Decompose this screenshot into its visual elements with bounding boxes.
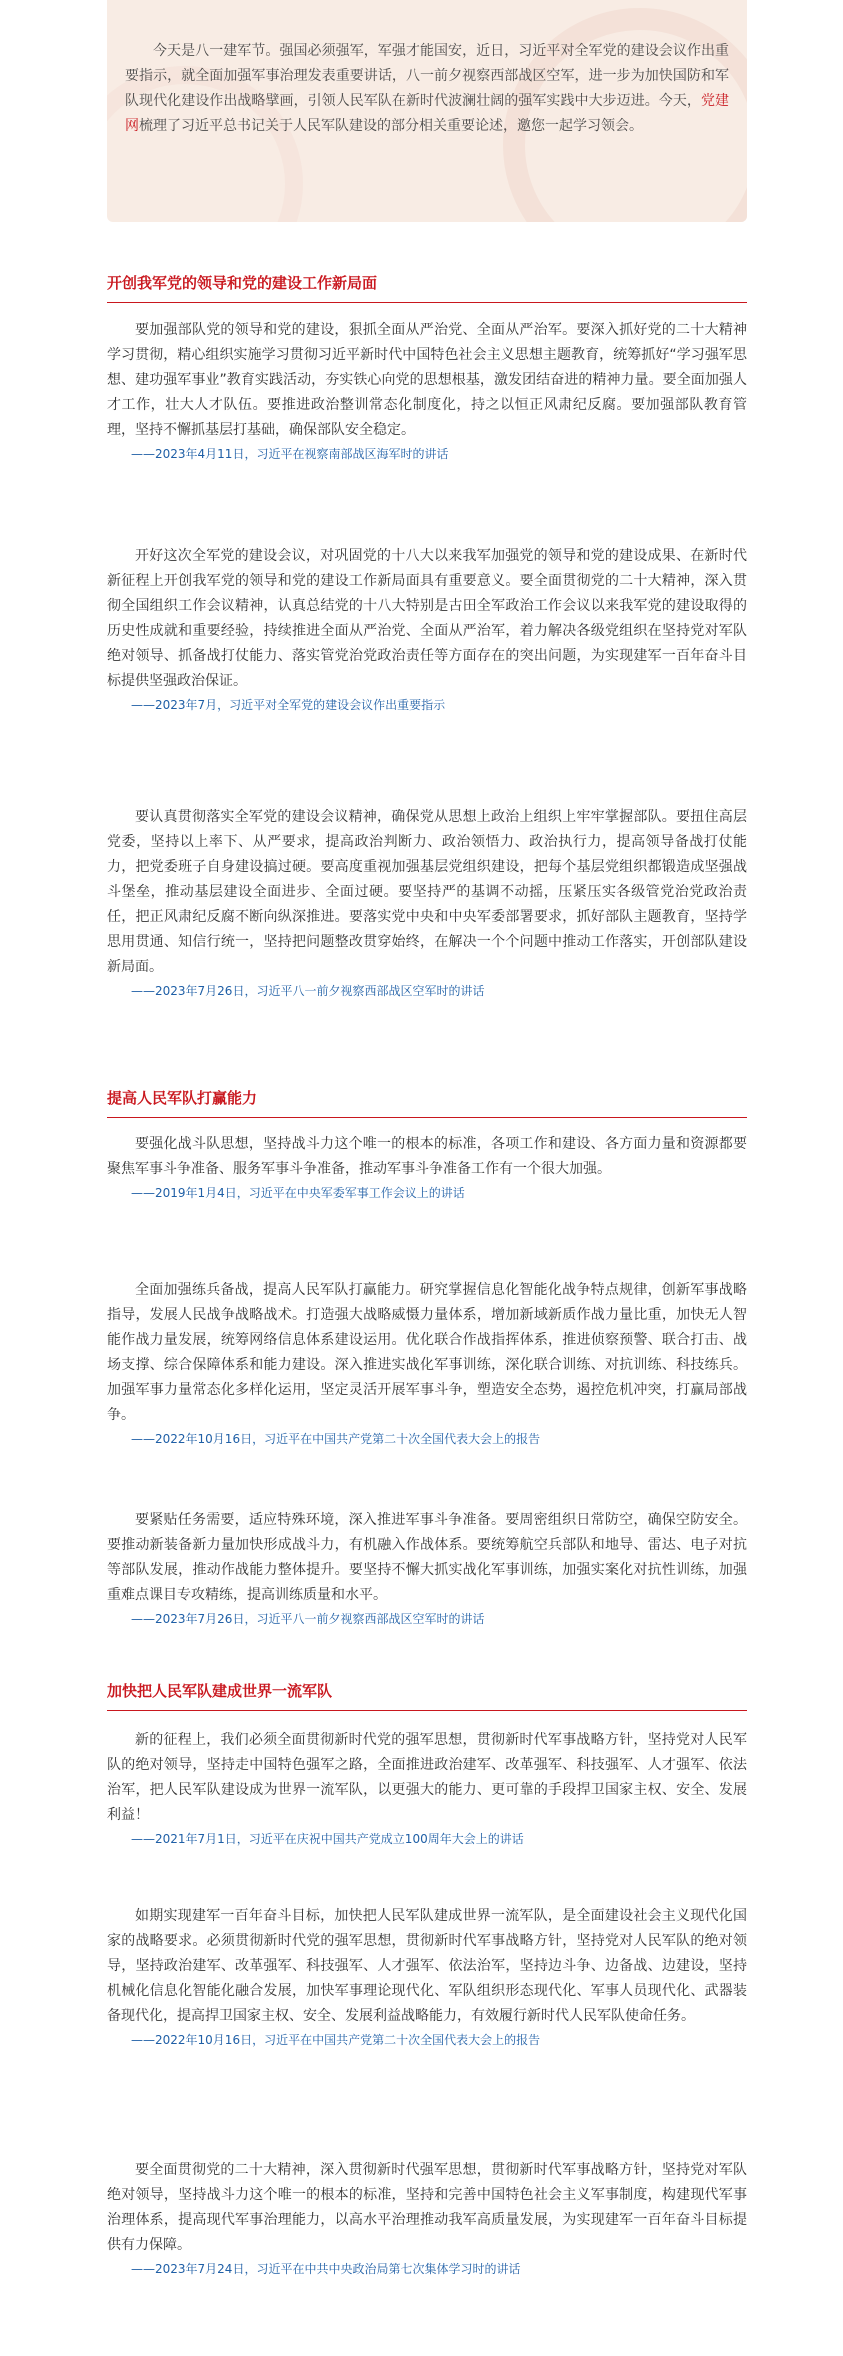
quote-block [107,318,747,465]
quote-block [107,1278,747,1450]
intro-text-after: 梳理了习近平总书记关于人民军队建设的部分相关重要论述，邀您一起学习领会。 [139,118,643,134]
section-title-2 [107,1087,747,1118]
quote-source: ——2023年7月26日，习近平八一前夕视察西部战区空军时的讲话 [131,1612,485,1626]
quote-block [107,544,747,716]
section-title-text: 开创我军党的领导和党的建设工作新局面 [107,274,378,292]
quote-text: 开好这次全军党的建设会议，对巩固党的十八大以来我军加强党的领导和党的建设成果、在新时代新征程上开创我军党的领导和党的建设工作新局面具有重要意义。要全面贯彻党的二十大精神，深入贯彻全国组织工作会议精神，认真总结党的十八大特别是古田全军政治工作会议以来我军党的建设取得的历史性成就和重要经验，持续推进全面从严治党、全面从严治军，着力解决各级党组织在坚持党对军队绝对领导、抓备战打仗能力、落实管党治党政治责任等方面存在的突出问题，为实现建军一百年奋斗目标提供坚强政治保证。 [107,548,747,689]
quote-text: 要认真贯彻落实全军党的建设会议精神，确保党从思想上政治上组织上牢牢掌握部队。要扭住高层党委，坚持以上率下、从严要求，提高政治判断力、政治领悟力、政治执行力，提高领导备战打仗能力，把党委班子自身建设搞过硬。要高度重视加强基层党组织建设，把每个基层党组织都锻造成坚强战斗堡垒，推动基层建设全面进步、全面过硬。要坚持严的基调不动摇，压紧压实各级管党治党政治责任，把正风肃纪反腐不断向纵深推进。要落实党中央和中央军委部署要求，抓好部队主题教育，坚持学思用贯通、知信行统一，坚持把问题整改贯穿始终，在解决一个个问题中推动工作落实，开创部队建设新局面。 [107,809,747,975]
quote-block [107,2158,747,2280]
article [107,0,747,2276]
quote-block [107,1508,747,1630]
intro-box [107,0,747,222]
quote-text: 全面加强练兵备战，提高人民军队打赢能力。研究掌握信息化智能化战争特点规律，创新军事战略指导，发展人民战争战略战术。打造强大战略威慑力量体系，增加新域新质作战力量比重，加快无人智能作战力量发展，统筹网络信息体系建设运用。优化联合作战指挥体系，推进侦察预警、联合打击、战场支撑、综合保障体系和能力建设。深入推进实战化军事训练，深化联合训练、对抗训练、科技练兵。加强军事力量常态化多样化运用，坚定灵活开展军事斗争，塑造安全态势，遏控危机冲突，打赢局部战争。 [107,1282,747,1423]
quote-source: ——2021年7月1日，习近平在庆祝中国共产党成立100周年大会上的讲话 [131,1832,524,1846]
quote-block [107,1904,747,2051]
quote-source: ——2019年1月4日，习近平在中央军委军事工作会议上的讲话 [131,1186,465,1200]
quote-text: 如期实现建军一百年奋斗目标，加快把人民军队建成世界一流军队，是全面建设社会主义现代化国家的战略要求。必须贯彻新时代党的强军思想，贯彻新时代军事战略方针，坚持党对人民军队的绝对领导，坚持政治建军、改革强军、科技强军、人才强军、依法治军，坚持边斗争、边备战、边建设，坚持机械化信息化智能化融合发展，加快军事理论现代化、军队组织形态现代化、军事人员现代化、武器装备现代化，提高捍卫国家主权、安全、发展利益战略能力，有效履行新时代人民军队使命任务。 [107,1908,747,2024]
quote-text: 要加强部队党的领导和党的建设，狠抓全面从严治党、全面从严治军。要深入抓好党的二十大精神学习贯彻，精心组织实施学习贯彻习近平新时代中国特色社会主义思想主题教育，统筹抓好“学习强军思想、建功强军事业”教育实践活动，夯实铁心向党的思想根基，激发团结奋进的精神力量。要全面加强人才工作，壮大人才队伍。要推进政治整训常态化制度化，持之以恒正风肃纪反腐。要加强部队教育管理，坚持不懈抓基层打基础，确保部队安全稳定。 [107,322,747,438]
intro-text-before: 今天是八一建军节。强国必须强军，军强才能国安，近日，习近平对全军党的建设会议作出重要指示，就全面加强军事治理发表重要讲话，八一前夕视察西部战区空军，进一步为加快国防和军队现代化建设作出战略擘画，引领人民军队在新时代波澜壮阔的强军实践中大步迈进。今天， [125,43,729,109]
quote-block [107,1728,747,1850]
quote-text: 要强化战斗队思想，坚持战斗力这个唯一的根本的标准，各项工作和建设、各方面力量和资源都要聚焦军事斗争准备、服务军事斗争准备，推动军事斗争准备工作有一个很大加强。 [107,1136,747,1177]
quote-source: ——2022年10月16日，习近平在中国共产党第二十次全国代表大会上的报告 [131,1432,541,1446]
section-title-1 [107,272,747,303]
section-title-3 [107,1680,747,1711]
quote-block [107,1132,747,1204]
quote-source: ——2022年10月16日，习近平在中国共产党第二十次全国代表大会上的报告 [131,2033,541,2047]
quote-source: ——2023年7月，习近平对全军党的建设会议作出重要指示 [131,698,446,712]
quote-block [107,805,747,1002]
quote-text: 要全面贯彻党的二十大精神，深入贯彻新时代强军思想，贯彻新时代军事战略方针，坚持党对军队绝对领导，坚持战斗力这个唯一的根本的标准，坚持和完善中国特色社会主义军事制度，构建现代军事治理体系，提高现代军事治理能力，以高水平治理推动我军高质量发展，为实现建军一百年奋斗目标提供有力保障。 [107,2162,747,2253]
section-title-text: 加快把人民军队建成世界一流军队 [107,1682,333,1700]
quote-source: ——2023年7月26日，习近平八一前夕视察西部战区空军时的讲话 [131,984,485,998]
intro-text [107,0,747,139]
section-title-text: 提高人民军队打赢能力 [107,1089,258,1107]
intro-source-link[interactable]: 党建网 [125,93,730,134]
quote-text: 要紧贴任务需要，适应特殊环境，深入推进军事斗争准备。要周密组织日常防空，确保空防安全。要推动新装备新力量加快形成战斗力，有机融入作战体系。要统筹航空兵部队和地导、雷达、电子对抗等部队发展，推动作战能力整体提升。要坚持不懈大抓实战化军事训练，加强实案化对抗性训练，加强重难点课目专攻精练，提高训练质量和水平。 [107,1512,747,1603]
quote-text: 新的征程上，我们必须全面贯彻新时代党的强军思想，贯彻新时代军事战略方针，坚持党对人民军队的绝对领导，坚持走中国特色强军之路，全面推进政治建军、改革强军、科技强军、人才强军、依法治军，把人民军队建设成为世界一流军队，以更强大的能力、更可靠的手段捍卫国家主权、安全、发展利益！ [107,1732,747,1823]
quote-source: ——2023年7月24日，习近平在中共中央政治局第七次集体学习时的讲话 [131,2262,521,2276]
quote-source: ——2023年4月11日，习近平在视察南部战区海军时的讲话 [131,447,449,461]
